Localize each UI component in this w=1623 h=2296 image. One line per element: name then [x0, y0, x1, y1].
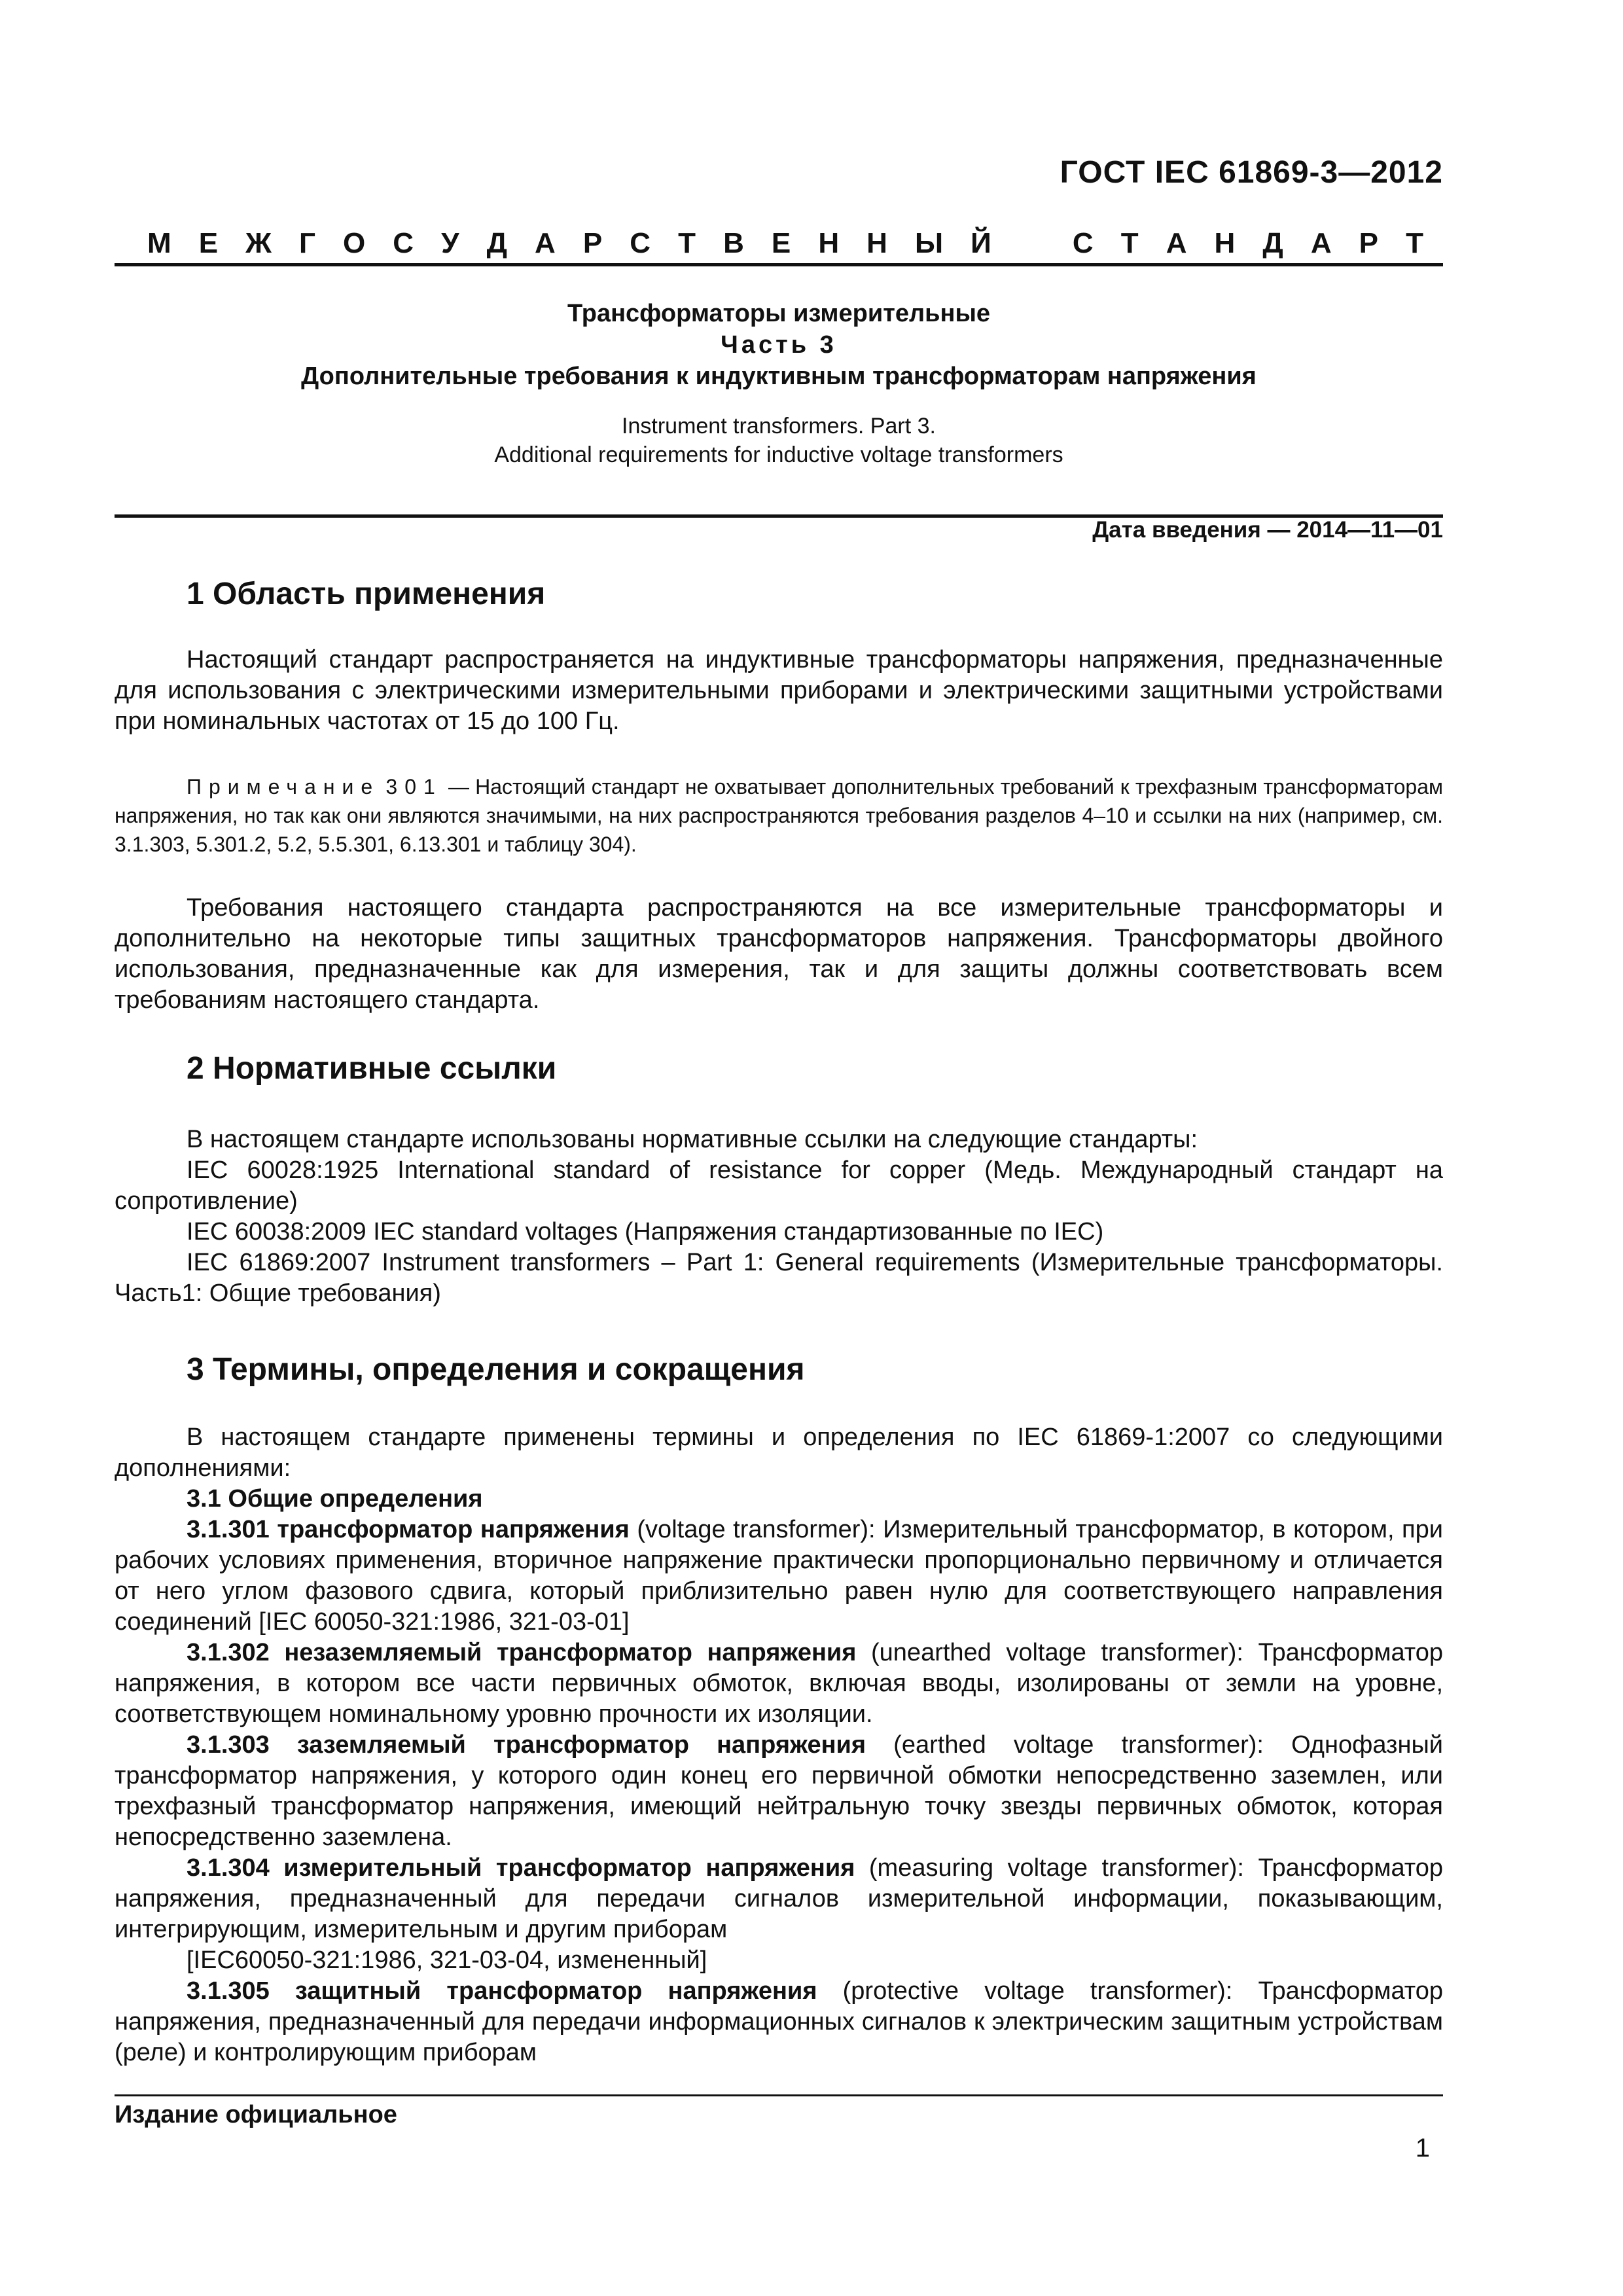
title-ru-line1: Трансформаторы измерительные [567, 300, 991, 327]
term-3-1-303 [115, 1730, 1443, 1853]
document-page [115, 0, 1443, 2296]
section-1-heading: 1 Область применения [187, 577, 546, 611]
term-title: 3.1.302 незаземляемый трансформатор напряжения [187, 1639, 857, 1666]
section-2-intro: В настоящем стандарте использованы нормативные ссылки на следующие стандарты: [187, 1126, 1198, 1153]
section-3-1-heading: 3.1 Общие определения [187, 1485, 483, 1513]
page-number: 1 [1415, 2134, 1430, 2162]
banner-letter: А [535, 227, 556, 259]
banner-letter: Т [678, 227, 696, 259]
title-part: Часть 3 [721, 331, 837, 359]
section-3-heading: 3 Термины, определения и сокращения [187, 1352, 805, 1387]
banner-letter: Р [1359, 227, 1379, 259]
term-title: 3.1.305 защитный трансформатор напряжения [187, 1977, 817, 2005]
title-en-line1: Instrument transformers. Part 3. [622, 414, 936, 439]
banner-letter: Т [1120, 227, 1139, 259]
section-1-paragraph-2: Требования настоящего стандарта распространяются на все измерительные трансформаторы и дополнительно на некоторые типы защитных трансформаторов напряжения. Трансформаторы двойного использования, предназначенные как для измерения, так и для защиты должны соответствовать всем требованиям настоящего стандарта. [115, 894, 1443, 1014]
term-3-1-304-reference: [IEC60050-321:1986, 321-03-04, измененный] [187, 1946, 707, 1974]
banner-letter: У [441, 227, 459, 259]
interstate-standard-banner [147, 227, 1423, 260]
banner-letter: В [723, 227, 744, 259]
note-text: — Настоящий стандарт не охватывает дополнительных требований к трехфазным трансформаторам напряжения, но так как они являются значимыми, на них распространяются требования разделов 4–10 и ссылки на них (например, см. 3.1.303, 5.301.2, 5.2, 5.5.301, 6.13.301 и таблицу 304). [115, 775, 1444, 856]
banner-letter: Н [818, 227, 840, 259]
term-definition: (protective voltage transformer): Трансформатор напряжения, предназначенный для передачи информационных сигналов к электрическим защитным устройствам (реле) и контролирующим приборам [115, 1977, 1444, 2066]
term-definition: (measuring voltage transformer): Трансформатор напряжения, предназначенный для передачи сигналов измерительной информации, показывающим, интегрирующим, измерительным и другим приборам [115, 1854, 1444, 1943]
banner-letter: Г [298, 227, 315, 259]
banner-letter: Д [1262, 227, 1283, 259]
banner-letter: А [1166, 227, 1187, 259]
reference-iec-60038: IEC 60038:2009 IEC standard voltages (Напряжения стандартизованные по IEC) [187, 1218, 1104, 1246]
section-1-note [115, 772, 1443, 859]
note-number: 301 [385, 775, 442, 798]
term-3-1-304 [115, 1853, 1443, 1945]
banner-letter: Н [1214, 227, 1236, 259]
banner-letter: А [1310, 227, 1332, 259]
banner-letter: Н [866, 227, 887, 259]
term-definition: (unearthed voltage transformer): Трансформатор напряжения, в котором все части первичных обмоток, включая вводы, изолированы от земли на уровне, соответствующем номинальному уровню прочности их изоляции. [115, 1639, 1443, 1728]
title-ru-line3: Дополнительные требования к индуктивным трансформаторам напряжения [301, 363, 1257, 390]
footer-divider [115, 2094, 1443, 2096]
section-1-paragraph-1: Настоящий стандарт распространяется на индуктивные трансформаторы напряжения, предназначенные для использования с электрическими измерительными приборами и электрическими защитными устройствами при номинальных частотах от 15 до 100 Гц. [115, 646, 1443, 735]
term-3-1-305 [115, 1976, 1443, 2068]
term-3-1-301 [115, 1515, 1443, 1638]
date-of-introduction: Дата введения — 2014—11—01 [1092, 517, 1443, 543]
banner-letter: С [1072, 227, 1094, 259]
term-title: 3.1.301 трансформатор напряжения [187, 1516, 630, 1543]
banner-letter: Е [198, 227, 219, 259]
banner-letter: Т [1406, 227, 1423, 259]
note-label: Примечание [187, 775, 380, 798]
reference-iec-61869: IEC 61869:2007 Instrument transformers – Part 1: General requirements (Измерительные трансформаторы. Часть1: Общие требования) [115, 1249, 1443, 1307]
banner-letter: Й [971, 227, 991, 259]
banner-letter: Е [771, 227, 791, 259]
term-3-1-302 [115, 1638, 1443, 1730]
official-edition-label: Издание официальное [115, 2101, 397, 2128]
term-definition: (voltage transformer): Измерительный трансформатор, в котором, при рабочих условиях применения, вторичное напряжение практически пропорционально первичному и отличается от него углом фазового сдвига, который приблизительно равен нулю для соответствующего направления соединений [IEC 60050-321:1986, 321-03-01] [115, 1516, 1443, 1636]
section-3-intro: В настоящем стандарте применены термины и определения по IEC 61869-1:2007 со следующими дополнениями: [115, 1424, 1443, 1482]
document-code: ГОСТ IEC 61869-3—2012 [1060, 155, 1443, 190]
banner-letter: Ж [245, 227, 272, 259]
header-divider [115, 263, 1443, 266]
title-block [115, 298, 1443, 469]
banner-letter: Д [486, 227, 507, 259]
reference-iec-60028: IEC 60028:1925 International standard of resistance for copper (Медь. Международный стандарт на сопротивление) [115, 1157, 1443, 1215]
banner-letter: О [343, 227, 366, 259]
term-definition: (earthed voltage transformer): Однофазный трансформатор напряжения, у которого один конец его первичной обмотки непосредственно заземлен, или трехфазный трансформатор напряжения, имеющий нейтральную точку звезды первичных обмоток, которая непосредственно заземлена. [115, 1731, 1443, 1851]
section-2-heading: 2 Нормативные ссылки [187, 1051, 557, 1086]
banner-letter: С [393, 227, 414, 259]
term-title: 3.1.303 заземляемый трансформатор напряжения [187, 1731, 866, 1759]
banner-letter: С [630, 227, 651, 259]
title-en-line2: Additional requirements for inductive voltage transformers [494, 442, 1063, 467]
banner-letter: Р [582, 227, 603, 259]
term-title: 3.1.304 измерительный трансформатор напряжения [187, 1854, 855, 1882]
banner-letter: М [147, 227, 171, 259]
banner-letter: Ы [915, 227, 944, 259]
banner-gap [1019, 227, 1045, 260]
